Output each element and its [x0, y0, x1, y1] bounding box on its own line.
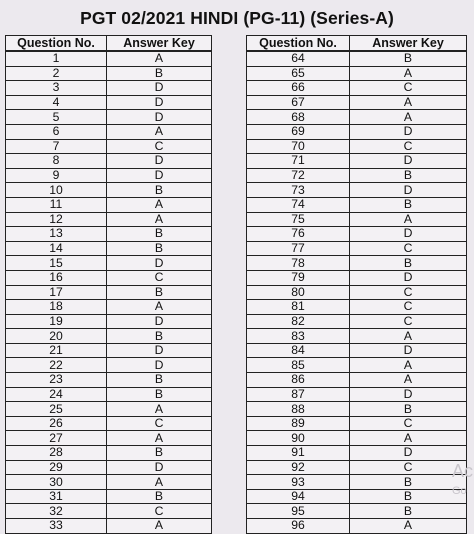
answer-key-cell: C: [350, 139, 467, 154]
answer-key-cell: B: [107, 241, 212, 256]
table-row: [247, 183, 467, 198]
question-number-cell: 85: [247, 358, 350, 373]
question-number-cell: 73: [247, 183, 350, 198]
question-number-cell: 72: [247, 168, 350, 183]
question-number-cell: 13: [6, 227, 107, 242]
answer-key-cell: B: [350, 51, 467, 66]
answer-key-cell: D: [107, 81, 212, 96]
answer-key-cell: C: [107, 270, 212, 285]
table-row: [6, 329, 212, 344]
table-row: [6, 519, 212, 534]
table-row: [6, 489, 212, 504]
answer-key-cell: A: [350, 358, 467, 373]
question-number-cell: 65: [247, 66, 350, 81]
answer-key-header: Answer Key: [350, 36, 467, 52]
question-number-cell: 9: [6, 168, 107, 183]
question-number-cell: 77: [247, 241, 350, 256]
question-number-cell: 90: [247, 431, 350, 446]
answer-key-cell: A: [107, 300, 212, 315]
table-row: [6, 183, 212, 198]
table-row: [247, 329, 467, 344]
table-row: [247, 256, 467, 271]
table-row: [247, 51, 467, 66]
answer-key-cell: B: [350, 504, 467, 519]
question-number-cell: 64: [247, 51, 350, 66]
question-number-cell: 31: [6, 489, 107, 504]
table-row: [6, 197, 212, 212]
answer-key-cell: B: [350, 197, 467, 212]
table-header-row: [247, 36, 467, 52]
table-row: [247, 373, 467, 388]
table-row: [247, 139, 467, 154]
answer-key-cell: C: [107, 139, 212, 154]
answer-key-cell: A: [107, 197, 212, 212]
question-number-cell: 4: [6, 95, 107, 110]
answer-key-cell: A: [350, 212, 467, 227]
answer-key-cell: A: [107, 124, 212, 139]
table-row: [247, 168, 467, 183]
question-number-cell: 66: [247, 81, 350, 96]
table-row: [6, 504, 212, 519]
table-row: [247, 110, 467, 125]
answer-key-cell: D: [107, 256, 212, 271]
table-row: [6, 431, 212, 446]
answer-key-table-left: [5, 35, 212, 534]
table-row: [6, 124, 212, 139]
answer-key-cell: B: [107, 387, 212, 402]
answer-key-cell: D: [350, 446, 467, 461]
question-number-cell: 2: [6, 66, 107, 81]
question-no-header: Question No.: [6, 36, 107, 52]
question-number-cell: 86: [247, 373, 350, 388]
table-row: [247, 358, 467, 373]
question-number-cell: 67: [247, 95, 350, 110]
answer-key-cell: B: [350, 402, 467, 417]
table-row: [6, 475, 212, 490]
question-number-cell: 22: [6, 358, 107, 373]
table-row: [247, 81, 467, 96]
page-title: PGT 02/2021 HINDI (PG-11) (Series-A): [80, 8, 394, 28]
table-row: [6, 387, 212, 402]
table-row: [6, 241, 212, 256]
question-number-cell: 81: [247, 300, 350, 315]
answer-key-cell: B: [350, 168, 467, 183]
question-number-cell: 30: [6, 475, 107, 490]
table-row: [247, 66, 467, 81]
question-number-cell: 15: [6, 256, 107, 271]
question-number-cell: 94: [247, 489, 350, 504]
table-row: [6, 358, 212, 373]
question-number-cell: 20: [6, 329, 107, 344]
question-number-cell: 83: [247, 329, 350, 344]
table-row: [6, 460, 212, 475]
question-number-cell: 95: [247, 504, 350, 519]
table-row: [6, 227, 212, 242]
answer-key-cell: C: [350, 416, 467, 431]
answer-key-cell: C: [107, 416, 212, 431]
question-number-cell: 14: [6, 241, 107, 256]
answer-key-cell: B: [107, 446, 212, 461]
answer-key-cell: B: [107, 227, 212, 242]
table-row: [6, 110, 212, 125]
answer-key-cell: C: [350, 285, 467, 300]
question-number-cell: 23: [6, 373, 107, 388]
answer-key-cell: B: [107, 285, 212, 300]
answer-key-cell: A: [107, 475, 212, 490]
answer-key-cell: B: [350, 475, 467, 490]
question-number-cell: 6: [6, 124, 107, 139]
answer-key-cell: D: [107, 343, 212, 358]
answer-key-cell: B: [107, 183, 212, 198]
table-row: [6, 256, 212, 271]
table-row: [6, 343, 212, 358]
table-row: [6, 416, 212, 431]
question-number-cell: 11: [6, 197, 107, 212]
question-number-cell: 93: [247, 475, 350, 490]
table-row: [247, 343, 467, 358]
table-row: [247, 387, 467, 402]
question-number-cell: 68: [247, 110, 350, 125]
answer-key-cell: C: [350, 241, 467, 256]
table-row: [247, 227, 467, 242]
question-number-cell: 19: [6, 314, 107, 329]
answer-key-cell: A: [107, 51, 212, 66]
table-row: [247, 285, 467, 300]
table-row: [6, 212, 212, 227]
question-number-cell: 27: [6, 431, 107, 446]
table-row: [6, 139, 212, 154]
question-number-cell: 18: [6, 300, 107, 315]
table-row: [6, 51, 212, 66]
table-row: [247, 95, 467, 110]
answer-key-cell: D: [107, 154, 212, 169]
question-number-cell: 32: [6, 504, 107, 519]
table-row: [247, 300, 467, 315]
table-row: [247, 212, 467, 227]
answer-key-cell: D: [350, 270, 467, 285]
question-number-cell: 79: [247, 270, 350, 285]
table-row: [247, 446, 467, 461]
answer-key-cell: B: [107, 373, 212, 388]
question-number-cell: 84: [247, 343, 350, 358]
table-row: [6, 168, 212, 183]
question-number-cell: 5: [6, 110, 107, 125]
question-number-cell: 7: [6, 139, 107, 154]
answer-key-table-right: [246, 35, 467, 534]
question-number-cell: 25: [6, 402, 107, 417]
question-number-cell: 29: [6, 460, 107, 475]
table-row: [6, 81, 212, 96]
question-number-cell: 8: [6, 154, 107, 169]
table-row: [247, 241, 467, 256]
table-row: [247, 416, 467, 431]
question-number-cell: 24: [6, 387, 107, 402]
answer-key-cell: B: [350, 256, 467, 271]
activation-watermark: Ac: [452, 461, 474, 481]
table-row: [247, 154, 467, 169]
table-row: [6, 95, 212, 110]
table-row: [6, 300, 212, 315]
question-number-cell: 71: [247, 154, 350, 169]
answer-key-cell: A: [107, 402, 212, 417]
answer-key-cell: C: [350, 81, 467, 96]
answer-key-cell: D: [107, 95, 212, 110]
answer-key-cell: A: [350, 519, 467, 534]
question-number-cell: 78: [247, 256, 350, 271]
table-row: [247, 504, 467, 519]
answer-key-cell: B: [350, 489, 467, 504]
table-row: [6, 446, 212, 461]
table-row: [247, 519, 467, 534]
question-number-cell: 33: [6, 519, 107, 534]
answer-key-cell: A: [107, 519, 212, 534]
answer-key-cell: C: [350, 300, 467, 315]
question-number-cell: 3: [6, 81, 107, 96]
answer-key-cell: A: [350, 110, 467, 125]
question-number-cell: 10: [6, 183, 107, 198]
answer-key-cell: C: [107, 504, 212, 519]
question-no-header: Question No.: [247, 36, 350, 52]
answer-key-cell: D: [350, 343, 467, 358]
answer-key-cell: D: [350, 387, 467, 402]
question-number-cell: 75: [247, 212, 350, 227]
answer-key-cell: B: [107, 66, 212, 81]
question-number-cell: 21: [6, 343, 107, 358]
table-header-row: [6, 36, 212, 52]
question-number-cell: 74: [247, 197, 350, 212]
table-row: [6, 314, 212, 329]
answer-key-cell: D: [350, 154, 467, 169]
table-row: [6, 402, 212, 417]
table-row: [247, 489, 467, 504]
answer-key-cell: C: [350, 314, 467, 329]
question-number-cell: 28: [6, 446, 107, 461]
table-row: [6, 270, 212, 285]
answer-key-cell: D: [107, 168, 212, 183]
activation-watermark-subtext: Go: [452, 485, 467, 497]
question-number-cell: 88: [247, 402, 350, 417]
question-number-cell: 96: [247, 519, 350, 534]
question-number-cell: 17: [6, 285, 107, 300]
answer-key-cell: A: [350, 66, 467, 81]
question-number-cell: 16: [6, 270, 107, 285]
answer-key-cell: D: [107, 460, 212, 475]
table-row: [247, 314, 467, 329]
table-row: [247, 124, 467, 139]
table-row: [247, 197, 467, 212]
table-row: [6, 66, 212, 81]
question-number-cell: 87: [247, 387, 350, 402]
table-row: [247, 431, 467, 446]
answer-key-cell: D: [107, 110, 212, 125]
answer-key-header: Answer Key: [107, 36, 212, 52]
question-number-cell: 91: [247, 446, 350, 461]
table-row: [247, 460, 467, 475]
answer-key-cell: D: [350, 183, 467, 198]
question-number-cell: 76: [247, 227, 350, 242]
question-number-cell: 80: [247, 285, 350, 300]
answer-key-cell: B: [107, 489, 212, 504]
question-number-cell: 26: [6, 416, 107, 431]
question-number-cell: 89: [247, 416, 350, 431]
answer-key-cell: D: [107, 314, 212, 329]
answer-key-cell: A: [350, 95, 467, 110]
question-number-cell: 70: [247, 139, 350, 154]
table-row: [247, 402, 467, 417]
question-number-cell: 92: [247, 460, 350, 475]
table-row: [247, 270, 467, 285]
answer-key-cell: A: [107, 431, 212, 446]
answer-key-cell: D: [350, 227, 467, 242]
question-number-cell: 82: [247, 314, 350, 329]
answer-key-cell: A: [350, 431, 467, 446]
answer-key-cell: B: [107, 329, 212, 344]
answer-key-cell: D: [350, 124, 467, 139]
answer-key-cell: A: [107, 212, 212, 227]
table-row: [6, 285, 212, 300]
table-row: [247, 475, 467, 490]
answer-key-cell: C: [350, 460, 467, 475]
answer-key-cell: D: [107, 358, 212, 373]
answer-key-cell: A: [350, 373, 467, 388]
table-row: [6, 373, 212, 388]
table-row: [6, 154, 212, 169]
question-number-cell: 69: [247, 124, 350, 139]
question-number-cell: 1: [6, 51, 107, 66]
question-number-cell: 12: [6, 212, 107, 227]
answer-key-cell: A: [350, 329, 467, 344]
